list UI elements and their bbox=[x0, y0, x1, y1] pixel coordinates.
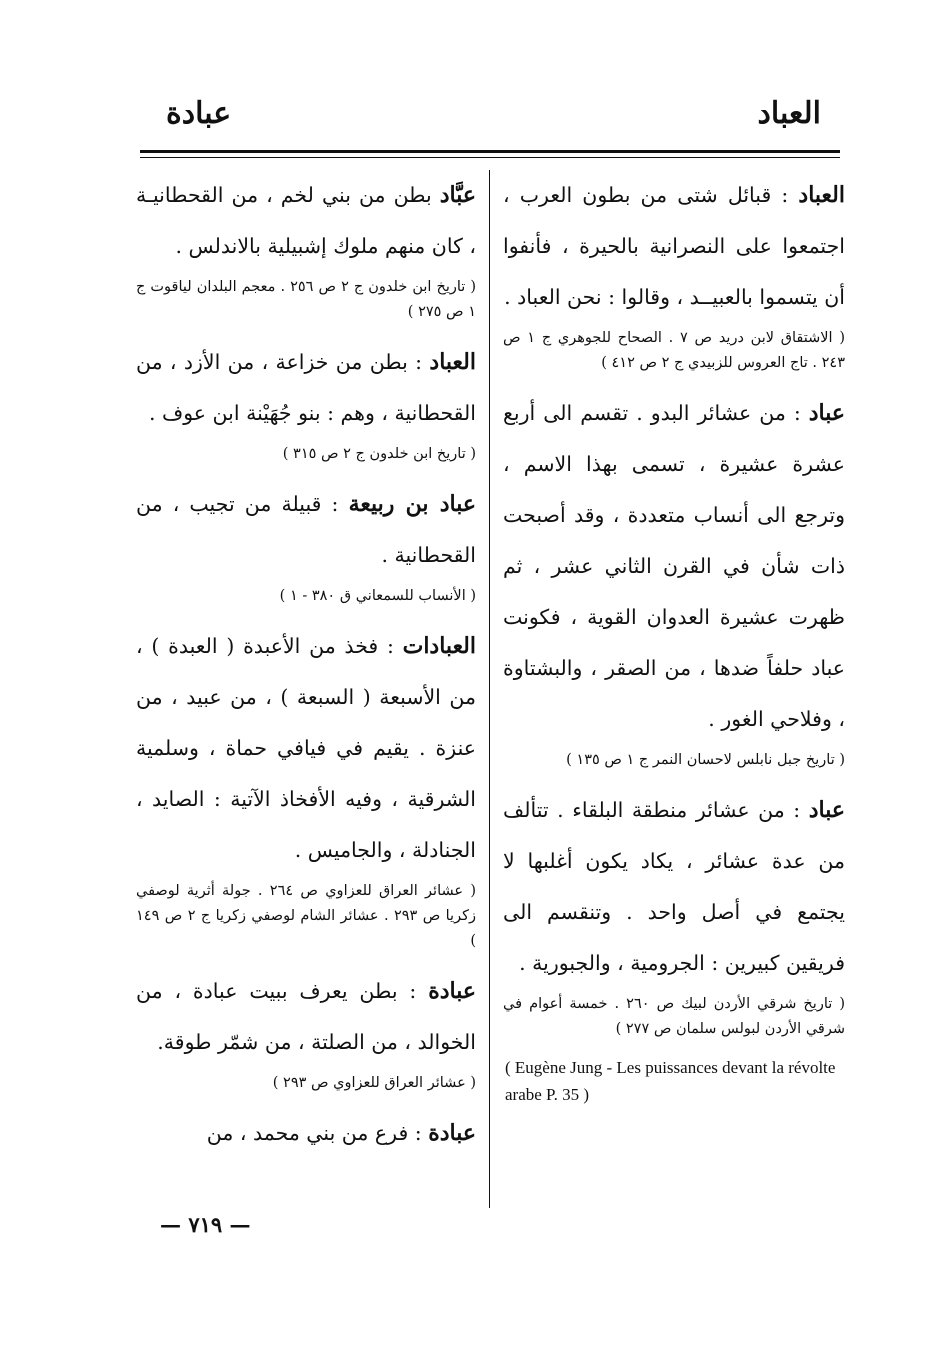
entry-text: : بطن يعرف ببيت عبادة ، من الخوالد ، من الصلتة ، من شمّر طوقة. bbox=[136, 979, 476, 1054]
entry-head: عباد بن ربيعة bbox=[348, 491, 476, 517]
entry bbox=[136, 337, 476, 439]
latin-reference: ( Eugène Jung - Les puissances devant la révolte arabe P. 35 ) bbox=[505, 1058, 836, 1104]
source-note: ( الأنساب للسمعاني ق ٣٨٠ - ١ ) bbox=[279, 588, 476, 604]
header-rule-thin bbox=[140, 157, 840, 158]
entry bbox=[136, 1108, 476, 1159]
entry-text: : من عشائر منطقة البلقاء . تتألف من عدة عشائر ، يكاد يكون أغلبها لا يجتمع في أصل واحد . وتنقسم الى فريقين كبيرين : الجرومية ، والجبورية . bbox=[503, 798, 845, 975]
left-column bbox=[136, 170, 476, 1159]
entry-text: : قبيلة من تجيب ، من القحطانية . bbox=[136, 492, 476, 567]
running-head-left: عبادة bbox=[166, 96, 232, 131]
entry-head: العباد bbox=[429, 349, 476, 375]
entry bbox=[503, 170, 845, 323]
source-note: ( تاريخ ابن خلدون ج ٢ ص ٣١٥ ) bbox=[282, 446, 476, 462]
entry-text: بطن من بني لخم ، من القحطانيـة ، كان منهم ملوك إشبيلية بالاندلس . bbox=[136, 183, 476, 258]
entry-text: : فخذ من الأعبدة ( العبدة ) ، من الأسبعة ( السبعة ) ، من عبيد ، من عنزة . يقيم في فيافي حماة ، وسلمية الشرقية ، وفيه الأفخاذ الآتية : الصايد ، الجنادلة ، والجاميس . bbox=[136, 634, 476, 862]
entry-head: العبادات bbox=[402, 633, 476, 659]
right-column bbox=[503, 170, 845, 1108]
running-head-right: العباد bbox=[757, 96, 821, 131]
source-note: ( عشائر العراق للعزاوي ص ٢٩٣ ) bbox=[272, 1075, 476, 1091]
entry-head: عبَّاد bbox=[439, 182, 476, 208]
source-note: ( تاريخ ابن خلدون ج ٢ ص ٢٥٦ . معجم البلدان لياقوت ج ١ ص ٢٧٥ ) bbox=[136, 279, 477, 320]
source-note: ( عشائر العراق للعزاوي ص ٢٦٤ . جولة أثرية لوصفي زكريا ص ٢٩٣ . عشائر الشام لوصفي زكريا ج ٢ ص ١٤٩ ) bbox=[136, 883, 477, 949]
header-rule-thick bbox=[140, 150, 840, 153]
entry-head: عبادة bbox=[428, 1120, 476, 1146]
entry-head: عباد bbox=[808, 797, 845, 823]
entry bbox=[503, 388, 845, 745]
entry-text: : قبائل شتى من بطون العرب ، اجتمعوا على النصرانية بالحيرة ، فأنفوا أن يتسموا بالعبيــد ، وقالوا : نحن العباد . bbox=[503, 183, 845, 309]
entry-text: : بطن من خزاعة ، من الأزد ، من القحطانية ، وهم : بنو جُهَيْنة ابن عوف . bbox=[136, 350, 476, 425]
source-note: ( الاشتقاق لابن دريد ص ٧ . الصحاح للجوهري ج ١ ص ٢٤٣ . تاج العروس للزبيدي ج ٢ ص ٤١٢ ) bbox=[503, 330, 845, 371]
entry-head: عبادة bbox=[428, 978, 476, 1004]
entry bbox=[503, 785, 845, 989]
entry-text: : من عشائر البدو . تقسم الى أربع عشرة عشيرة ، تسمى بهذا الاسم ، وترجع الى أنساب متعددة ، وقد أصبحت ذات شأن في القرن الثاني عشر ، ثم ظهرت عشيرة العدوان القوية ، فكونت عباد حلفاً ضدها ، من الصقر ، والبشتاوة ، وفلاحي الغور . bbox=[503, 401, 845, 731]
column-divider bbox=[489, 170, 490, 1208]
entry-head: العباد bbox=[798, 182, 845, 208]
entry bbox=[136, 966, 476, 1068]
entry bbox=[136, 479, 476, 581]
source-note: ( تاريخ جبل نابلس لاحسان النمر ج ١ ص ١٣٥ ) bbox=[566, 752, 845, 768]
entry-text: : فرع من بني محمد ، من bbox=[206, 1121, 429, 1145]
entry bbox=[136, 170, 476, 272]
source-note: ( تاريخ شرقي الأردن لبيك ص ٢٦٠ . خمسة أعوام في شرقي الأردن لبولس سلمان ص ٢٧٧ ) bbox=[503, 996, 846, 1037]
entry-head: عباد bbox=[808, 400, 845, 426]
entry bbox=[136, 621, 476, 876]
page-number: — ٧١٩ — bbox=[160, 1212, 251, 1237]
